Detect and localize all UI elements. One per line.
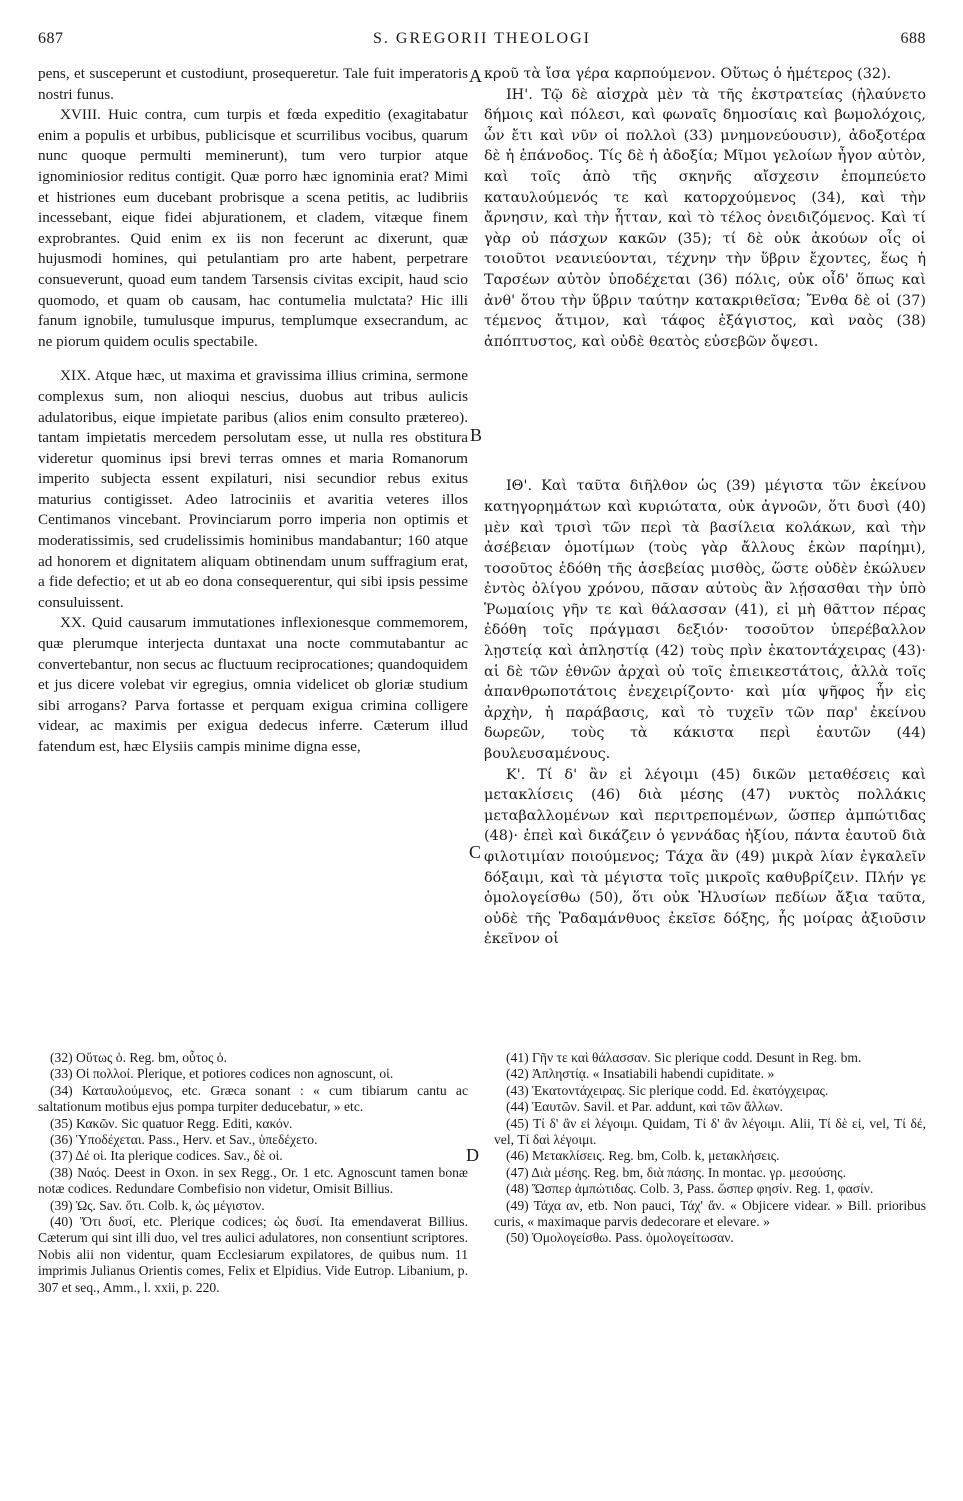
- footnote: (48) Ὥσπερ ἀμπώτιδας. Colb. 3, Pass. ὥσπερ φησίν. Reg. 1, φασίν.: [506, 1181, 874, 1197]
- footnote: (41) Γῆν τε καὶ θάλασσαν. Sic plerique codd. Desunt in Reg. bm.: [506, 1050, 862, 1065]
- page-number-left: 687: [38, 30, 64, 47]
- footnote: (36) Ὑποδέχεται. Pass., Herv. et Sav., ὑπεδέχετο.: [50, 1132, 318, 1148]
- latin-paragraph: XVIII. Huic contra, cum turpis et fœda expeditio (exagitabatur enim a populis et urbibus, publicisque et scurrilibus vocibus, quarum nunc quoque permulti meminerunt), tum vero turpior atque ignominiosior reditus contigit. Quæ porro hæc ignominia erat? Mimi et histriones eum ducebant probrisque a scena petitis, ac ludibriis incessebant, eique fidei abjurationem, et cladem, vitæque finem exprobrantes. Quid enim ex iis non fecerunt ac dixerunt, quæ hujusmodi homines, qui petulantiam pro arte habent, perpetrare consueverunt, quoad eum tandem Tarsensis civitas excipit, haud scio quomodo, et quam ob causam, hac contumelia mulctata? Hic illi fanum ignobile, tumulusque impurus, templumque exsecrandum, ac ne piorum quidem oculis spectabile.: [38, 106, 468, 350]
- greek-paragraph: ΙΘ'. Καὶ ταῦτα διῆλθον ὡς (39) μέγιστα τῶν ἐκείνου κατηγορημάτων καὶ κυριώτατα, οὐκ ἀγνοῶν, ὅτι δυσὶ (40) μὲν καὶ τρισὶ τῶν περὶ τὰ βασίλεια κολάκων, καὶ τὴν ἀσέβειαν ὁμοτίμων (τοὺς γὰρ ἄλλους ἑκὼν παρίημι), τοσοῦτος ἐδόθη τῆς ἀσεβείας μισθὸς, ὥστε οὐδὲν ἐκώλυεν ἐντὸς ὀλίγου χρόνου, πᾶσαν αὐτοὺς ἂν λῄσασθαι τὴν ὑπὸ Ῥωμαίοις γῆν τε καὶ θάλασσαν (41), εἰ μὴ θᾶττον πέρας ἐδόθη τοῖς πράγμασι δεξιόν· τοσοῦτον ὑπερέβαλλον λῃστείᾳ καὶ ἀπληστίᾳ (42) τοὺς πρὶν ἑκατοντάχειρας (43)· αἱ δὲ τῶν ἐθνῶν ἀρχαὶ οὐ τοῖς ἐπιεικεστάτοις, ἀλλὰ τοῖς ἀπανθρωποτάτοις ἐνεχειρίζοντο· καὶ μία ψῆφος ἦν εἰς ἀρχὴν, ἡ παράβασις, καὶ τὸ τυχεῖν τῶν παρ' ἐκείνου δωρεῶν, τοὺς τὰ κάκιστα περὶ ἑαυτῶν (44) βουλευσαμένους.: [484, 478, 926, 763]
- greek-paragraph: κροῦ τὰ ἴσα γέρα καρπούμενον. Οὕτως ὁ ἡμέτερος (32).: [484, 66, 892, 82]
- footnote: (49) Τάχα αν, etb. Non pauci, Τάχ' ἄν. « Objicere videar. » Bill. prioribus curis, « maximaque parvis dedecorare et elevare. »: [494, 1197, 926, 1230]
- footnote: (40) Ὅτι δυσί, etc. Plerique codices; ὡς δυσί. Ita emendaverat Billius. Cæterum qui sint illi duo, vel tres aulici adulatores, non consentiunt scriptores. Nobis alii non videntur, quam Ecclesiarum expilatores, de quibus num. 11 imprimis Julianus Orientis comes, Felix et Elpidius. Vide Eutrop. Libanium, p. 307 et seq., Amm., l. xxii, p. 220.: [38, 1214, 468, 1295]
- page-number-right: 688: [900, 30, 926, 47]
- footnote: (34) Καταυλούμενος, etc. Græca sonant : « cum tibiarum cantu ac saltationum motibus ejus pompa turpiter deducebatur, » etc.: [38, 1082, 468, 1115]
- latin-paragraph: XX. Quid causarum immutationes inflexionesque commemorem, quæ plerumque interjecta duntaxat una nocte commutabantur ac convertebantur, non secus ac fluctuum reciprocationes; quandoquidem et jus dicere volebat vir egregius, omnia videlicet ob gloriæ studium sibi arrogans? Parva fortasse et perquam exigua crimina colligere videar, ac maximis per exigua dedecus inferre. Cæterum illud fatendum est, hæc Elysiis campis minime digna esse,: [38, 614, 468, 755]
- footnote: (46) Μετακλίσεις. Reg. bm, Colb. k, μετακλήσεις.: [506, 1148, 780, 1164]
- footnote: (50) Ὁμολογείσθω. Pass. ὁμολογείτωσαν.: [506, 1230, 734, 1246]
- latin-paragraph: XIX. Atque hæc, ut maxima et gravissima illius crimina, sermone complexus sum, non alioqui nescius, duobus aut tribus aulicis adulatoribus, eique impietate paribus (alios enim consulto prætereo). tantam impietatis mercedem persolutam esse, ut nulla res obstitura videretur quominus ipsi brevi terras omnes et maria Romanorum imperito subjecta essent expilaturi, nisi secundior rebus exitus maturius contigisset. Adeo latrociniis et avaritia veteres illos Centimanos vincebant. Provinciarum porro imperia non optimis et moderatissimis, sed crudelissimis hominibus mandabantur; 160 atque ad honorem et dignitatem aliquam obtinendam unum suffragium erat, a fide defectio; et ut ab eo dona consequerentur, qui sibi ipsis pessime consuluissent.: [38, 367, 468, 611]
- margin-letter: B: [470, 425, 483, 445]
- margin-letter: A: [469, 66, 482, 86]
- footnote: (35) Κακῶν. Sic quatuor Regg. Editi, κακόν.: [50, 1115, 293, 1131]
- footnotes-left: [38, 1050, 468, 1296]
- greek-paragraph: Κ'. Τί δ' ἂν εἰ λέγοιμι (45) δικῶν μεταθέσεις καὶ μετακλίσεις (46) διὰ μέσης (47) νυκτὸς πολλάκις μεταβαλλομένων καὶ περιτρεπομένων, ὥσπερ ἀμπώτιδας (48)· ἐπεὶ καὶ δικάζειν ὁ γεννάδας ἠξίου, πάντα ἑαυτοῦ διὰ φιλοτιμίαν ποιούμενος; Τάχα ἂν (49) μικρὰ λίαν ἐγκαλεῖν δόξαιμι, καὶ τὰ μέγιστα τοῖς μικροῖς καθυβρίζειν. Πλήν γε ὁμολογείσθω (50), ὅτι οὐκ Ἠλυσίων πεδίων ἄξια ταῦτα, οὐδὲ τῆς Ῥαδαμάνθυος ἐκεῖσε δόξης, ἧς μοίρας ἀξιοῦσιν ἐκεῖνον οἱ: [484, 766, 926, 948]
- greek-column: [484, 64, 926, 950]
- running-header: [38, 30, 926, 52]
- footnote: (33) Οἱ πολλοί. Plerique, et potiores codices non agnoscunt, οἱ.: [50, 1066, 394, 1082]
- latin-column: [38, 64, 468, 758]
- margin-letter: C: [469, 842, 482, 862]
- footnote: (38) Ναός. Deest in Oxon. in sex Regg., Or. 1 etc. Agnoscunt tamen bonæ notæ codices. Redundare Combefisio non videtur, Omisit Billius.: [38, 1164, 468, 1197]
- footnote: (42) Ἀπληστίᾳ. « Insatiabili habendi cupiditate. »: [506, 1066, 775, 1082]
- footnotes-right: [494, 1050, 926, 1247]
- footnote: (47) Διὰ μέσης. Reg. bm, διὰ πάσης. In montac. γρ. μεσούσης.: [506, 1164, 847, 1180]
- greek-paragraph: ΙΗ'. Τῷ δὲ αἰσχρὰ μὲν τὰ τῆς ἐκστρατείας (ἠλαύνετο δήμοις καὶ πόλεσι, καὶ φωναῖς δημοσίαις καὶ βωμολόχοις, ὧν ἔτι καὶ νῦν οἱ πολλοὶ (33) μνημονεύουσιν), ἀδοξοτέρα δὲ ἡ ἐπάνοδος. Τίς δὲ ἡ ἀδοξία; Μῖμοι γελοίων ἦγον αὐτὸν, καὶ τοῖς ἀπὸ τῆς σκηνῆς αἴσχεσιν ἐπομπεύετο καταυλούμενός τε καὶ κατορχούμενος (34), καὶ τὴν ἄρνησιν, καὶ τὴν ἧτταν, καὶ τὸ τέλος ὀνειδιζόμενος. Καὶ τί γὰρ οὐ πάσχων κακῶν (35); τί δὲ οὐκ ἀκούων οἷς οἱ τοιοῦτοι νεανιεύονται, τέχνην τὴν ὕβριν ἔχοντες, ἕως ἡ Ταρσέων αὐτὸν ὑποδέχεται (36) πόλις, οὐκ οἶδ' ὅπως καὶ ἀνθ' ὅτου τὴν ὕβριν ταύτην κατακριθεῖσα; Ἔνθα δὲ οἱ (37) τέμενος ἄτιμον, καὶ τάφος ἐξάγιστος, καὶ ναὸς (38) ἀπόπτυστος, καὶ οὐδὲ θεατὸς εὐσεβῶν ὄψεσι.: [484, 86, 926, 350]
- footnote: (43) Ἑκατοντάχειρας. Sic plerique codd. Ed. ἑκατόγχειρας.: [506, 1082, 829, 1098]
- margin-letter: D: [466, 1145, 479, 1165]
- footnote: (32) Οὕτως ὁ. Reg. bm, οὗτος ὁ.: [50, 1050, 228, 1065]
- footnote: (37) Δέ οἱ. Ita plerique codices. Sav., δὲ οἱ.: [50, 1148, 283, 1164]
- footnote: (39) Ὡς. Sav. ὅτι. Colb. k, ὡς μέγιστον.: [50, 1197, 265, 1213]
- running-title: S. GREGORII THEOLOGI: [373, 30, 591, 47]
- footnote: (44) Ἑαυτῶν. Savil. et Par. addunt, καὶ τῶν ἄλλων.: [506, 1099, 783, 1115]
- latin-paragraph: pens, et susceperunt et custodiunt, prosequeretur. Tale fuit imperatoris nostri funus.: [38, 65, 468, 103]
- footnote: (45) Τί δ' ἂν εἰ λέγοιμι. Quidam, Τί δ' ἂν λέγοιμι. Alii, Τί δὲ εἰ, vel, Τί δέ, vel, Τί δαὶ λέγοιμι.: [494, 1115, 926, 1148]
